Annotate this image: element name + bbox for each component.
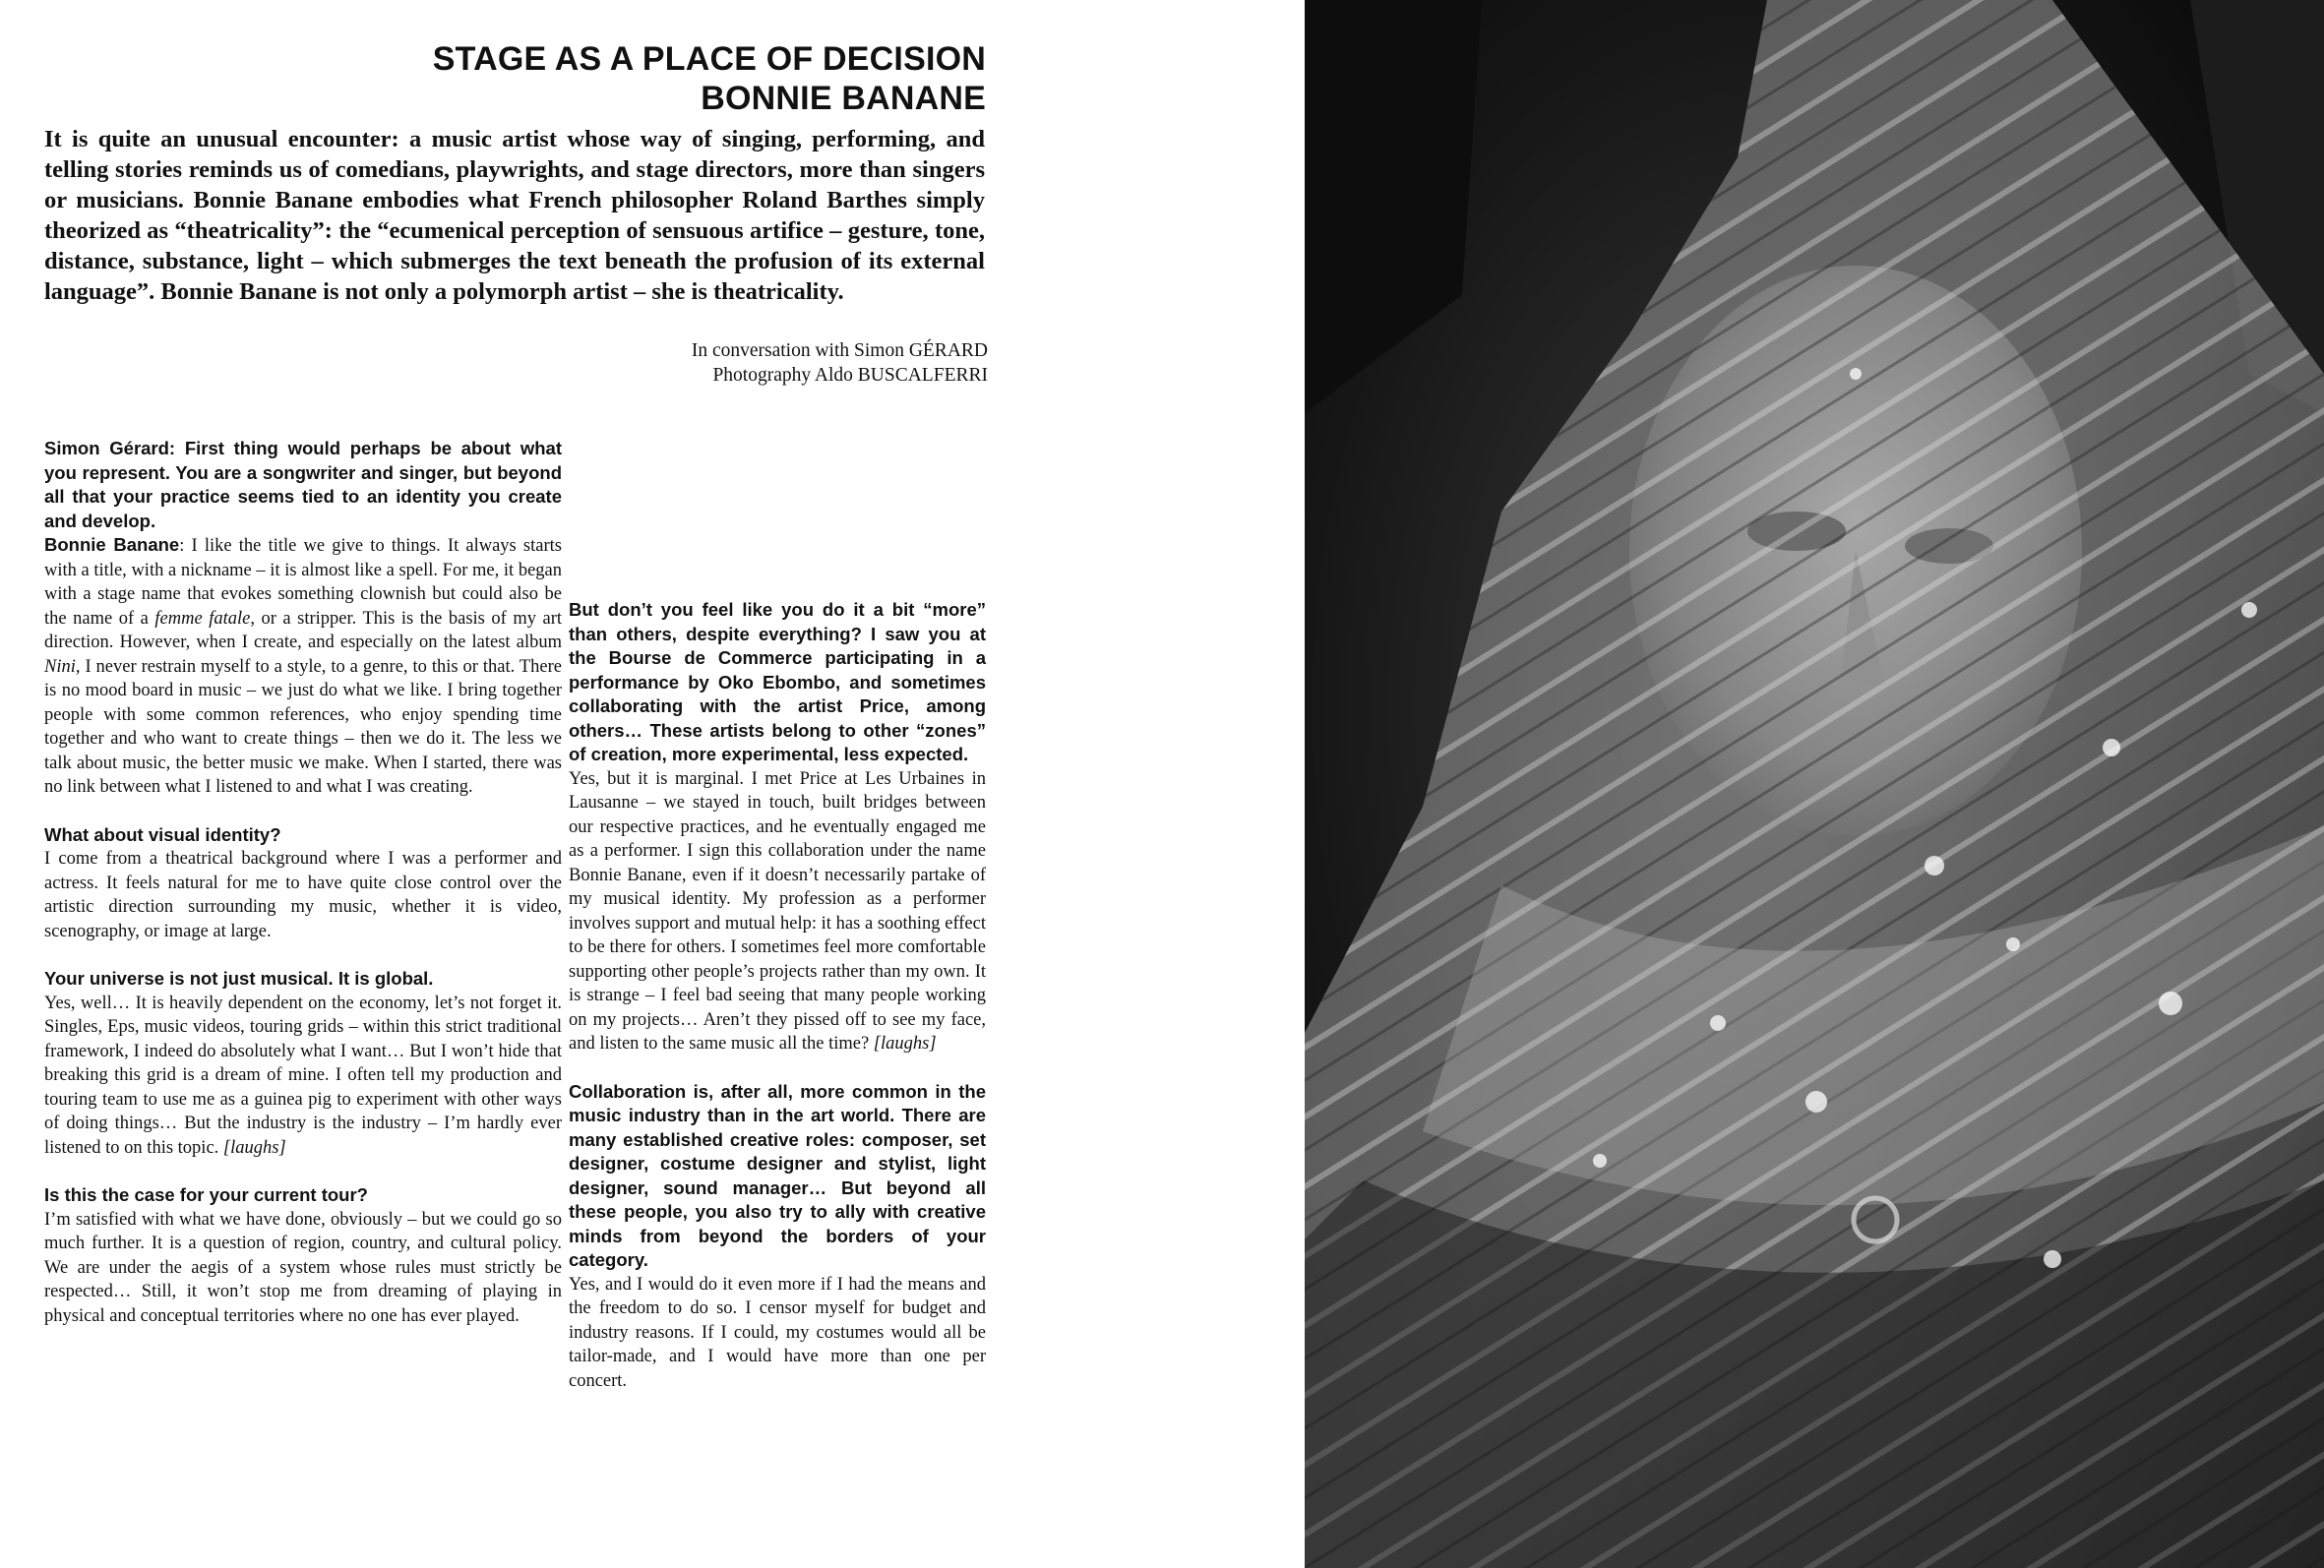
question-1: Simon Gérard: First thing would perhaps be about what you represent. You are a songwriter and singer, but beyond all that your practice seems tied to an identity you create and develop. <box>44 438 562 531</box>
paragraph-gap <box>44 943 562 967</box>
text-column-left <box>44 437 562 1328</box>
answer-3 <box>44 992 562 1161</box>
text-column-right <box>569 598 986 1393</box>
answer-1-text-c: , I never restrain myself to a style, to a genre, to this or that. There is no mood board in music – we just do what we like. I bring together people with some common references, who enjoy spending time together and who want to create things – then we do it. The less we talk about music, the better music we make. When I started, there was no link between what I listened to and what I was creating. <box>44 656 562 797</box>
intro-paragraph: It is quite an unusual encounter: a music artist whose way of singing, performing, and telling stories reminds us of comedians, playwrights, and stage directors, more than singers or musicians. Bonnie Banane embodies what French philosopher Roland Barthes simply theorized as “theatricality”: the “ecumenical perception of sensuous artifice – gesture, tone, distance, substance, light – which submerges the text beneath the profusion of its external language”. Bonnie Banane is not only a polymorph artist – she is theatricality. <box>44 126 985 305</box>
paragraph-gap <box>569 1056 986 1080</box>
answer-4: I’m satisfied with what we have done, obviously – but we could go so much further. It is a question of region, country, and cultural policy. We are under the aegis of a system whose rules must strictly be respected… Still, it won’t stop me from dreaming of playing in physical and conceptual territories where no one has ever played. <box>44 1209 562 1326</box>
answer-3-laughs: [laughs] <box>222 1137 286 1158</box>
article-title <box>295 39 986 118</box>
answer-1-emphasis-a: femme fatale <box>154 608 251 629</box>
paragraph-gap <box>44 1160 562 1183</box>
credit-conversation: In conversation with Simon GÉRARD <box>691 340 988 361</box>
question-2: What about visual identity? <box>44 823 281 845</box>
answer-2: I come from a theatrical background where I was a performer and actress. It feels natural for me to have quite close control over the artistic direction surrounding my music, whether it is video, scenography, or image at large. <box>44 849 562 941</box>
paragraph-gap <box>44 800 562 823</box>
question-3: Your universe is not just musical. It is global. <box>44 968 434 989</box>
question-4: Is this the case for your current tour? <box>44 1184 368 1205</box>
credits <box>551 338 988 388</box>
portrait-photo-image <box>1305 0 2324 1568</box>
answer-1-emphasis-b: Nini <box>44 656 76 677</box>
title-line-2: BONNIE BANANE <box>701 80 986 117</box>
answer-6: Yes, and I would do it even more if I had the means and the freedom to do so. I censor myself for budget and industry reasons. If I could, my costumes would all be tailor-made, and I would have more than one per concert. <box>569 1274 986 1391</box>
question-5: But don’t you feel like you do it a bit “more” than others, despite everything? I saw you at the Bourse de Commerce participating in a performance by Oko Ebombo, and sometimes collaborating with the artist Price, among others… These artists belong to other “zones” of creation, more experimental, less expected. <box>569 599 986 764</box>
title-line-1: STAGE AS A PLACE OF DECISION <box>432 40 986 78</box>
credit-photography: Photography Aldo BUSCALFERRI <box>712 365 988 386</box>
answer-1 <box>44 533 562 800</box>
answer-1-text-a: : I like the title we give to things. It always starts with a title, with a nickname – it is almost like a spell. For me, it began with a stage name that evokes something clownish but could also be the name of a <box>44 536 562 629</box>
portrait-photo <box>1305 0 2324 1568</box>
answer-5-laughs: [laughs] <box>873 1034 937 1054</box>
question-6: Collaboration is, after all, more common in the music industry than in the art world. There are many established creative roles: composer, set designer, costume designer and stylist, light designer, sound manager… But beyond all these people, you also try to ally with creative minds from beyond the borders of your category. <box>569 1080 986 1270</box>
answer-5 <box>569 767 986 1056</box>
answer-3-text: Yes, well… It is heavily dependent on the economy, let’s not forget it. Singles, Eps, music videos, touring grids – within this strict traditional framework, I indeed do absolutely what I want… But I won’t hide that breaking this grid is a dream of mine. I often tell my production and touring team to use me as a guinea pig to experiment with other ways of doing things… But the industry is the industry – I’m hardly ever listened to on this topic. <box>44 993 562 1158</box>
answer-5-text: Yes, but it is marginal. I met Price at Les Urbaines in Lausanne – we stayed in touch, built bridges between our respective practices, and he eventually engaged me as a performer. I sign this collaboration under the name Bonnie Banane, even if it doesn’t necessarily partake of my musical identity. My profession as a performer involves support and mutual help: it has a soothing effect to be there for others. I sometimes feel more comfortable supporting other people’s projects rather than my own. It is strange – I feel bad seeing that many people working on my projects… Aren’t they pissed off to see my face, and listen to the same music all the time? <box>569 768 986 1054</box>
answer-1-text-b: , or a stripper. This is the basis of my art direction. However, when I create, and especially on the latest album <box>44 608 562 652</box>
answer-1-speaker: Bonnie Banane <box>44 534 180 555</box>
